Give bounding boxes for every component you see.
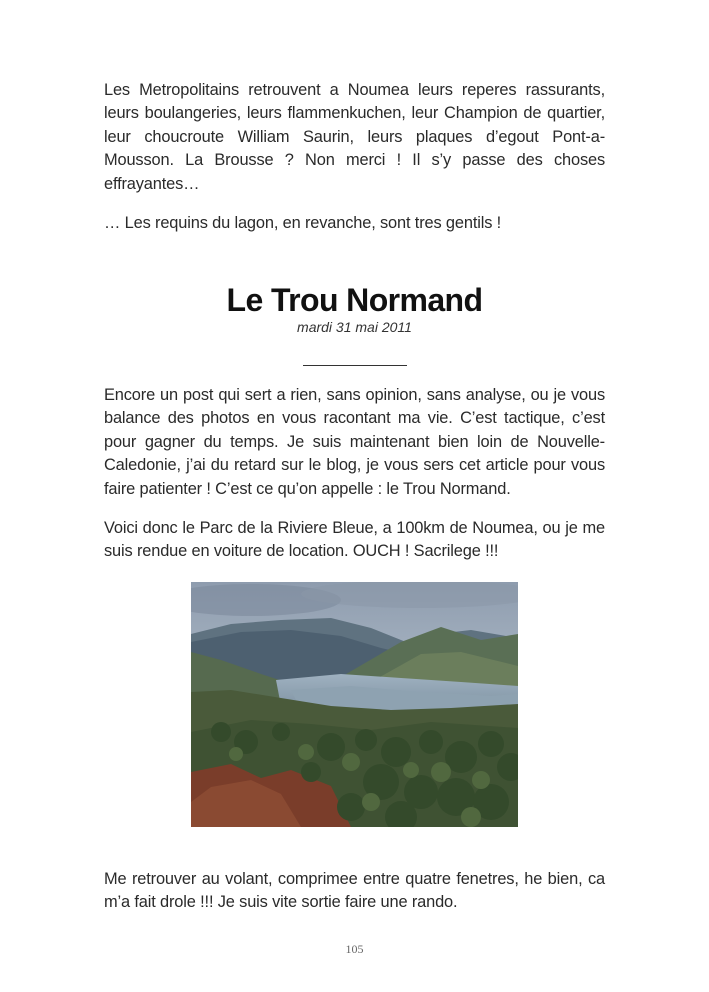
landscape-photo <box>191 582 518 827</box>
post-date: mardi 31 mai 2011 <box>297 319 412 335</box>
intro-paragraph-2: … Les requins du lagon, en revanche, sont tres gentils ! <box>104 214 502 232</box>
post-paragraph-2: Voici donc le Parc de la Riviere Bleue, a 100km de Noumea, ou je me suis rendue en voiture de location. OUCH ! Sacrilege !!! <box>104 519 605 561</box>
post-paragraph-3: Me retrouver au volant, comprimee entre quatre fenetres, he bien, ca m’a fait drole !!! Je suis vite sortie faire une rando. <box>104 870 605 912</box>
title-divider <box>303 365 407 366</box>
page-number: 105 <box>345 942 364 956</box>
post-paragraph-1: Encore un post qui sert a rien, sans opinion, sans analyse, ou je vous balance des photos en vous racontant ma vie. C’est tactique, c’est pour gagner du temps. Je suis maintenant bien loin de Nouvelle-Caledonie, j’ai du retard sur le blog, je vous sers cet article pour vous faire patienter ! C’est ce qu’on appelle : le Trou Normand. <box>104 386 605 498</box>
intro-paragraph-1: Les Metropolitains retrouvent a Noumea leurs reperes rassurants, leurs boulangeries, leurs flammenkuchen, leur Champion de quartier, leur choucroute William Saurin, leurs plaques d’egout Pont-a-Mousson. La Brousse ? Non merci ! Il s’y passe des choses effrayantes… <box>104 81 605 193</box>
post-title: Le Trou Normand <box>226 282 483 318</box>
